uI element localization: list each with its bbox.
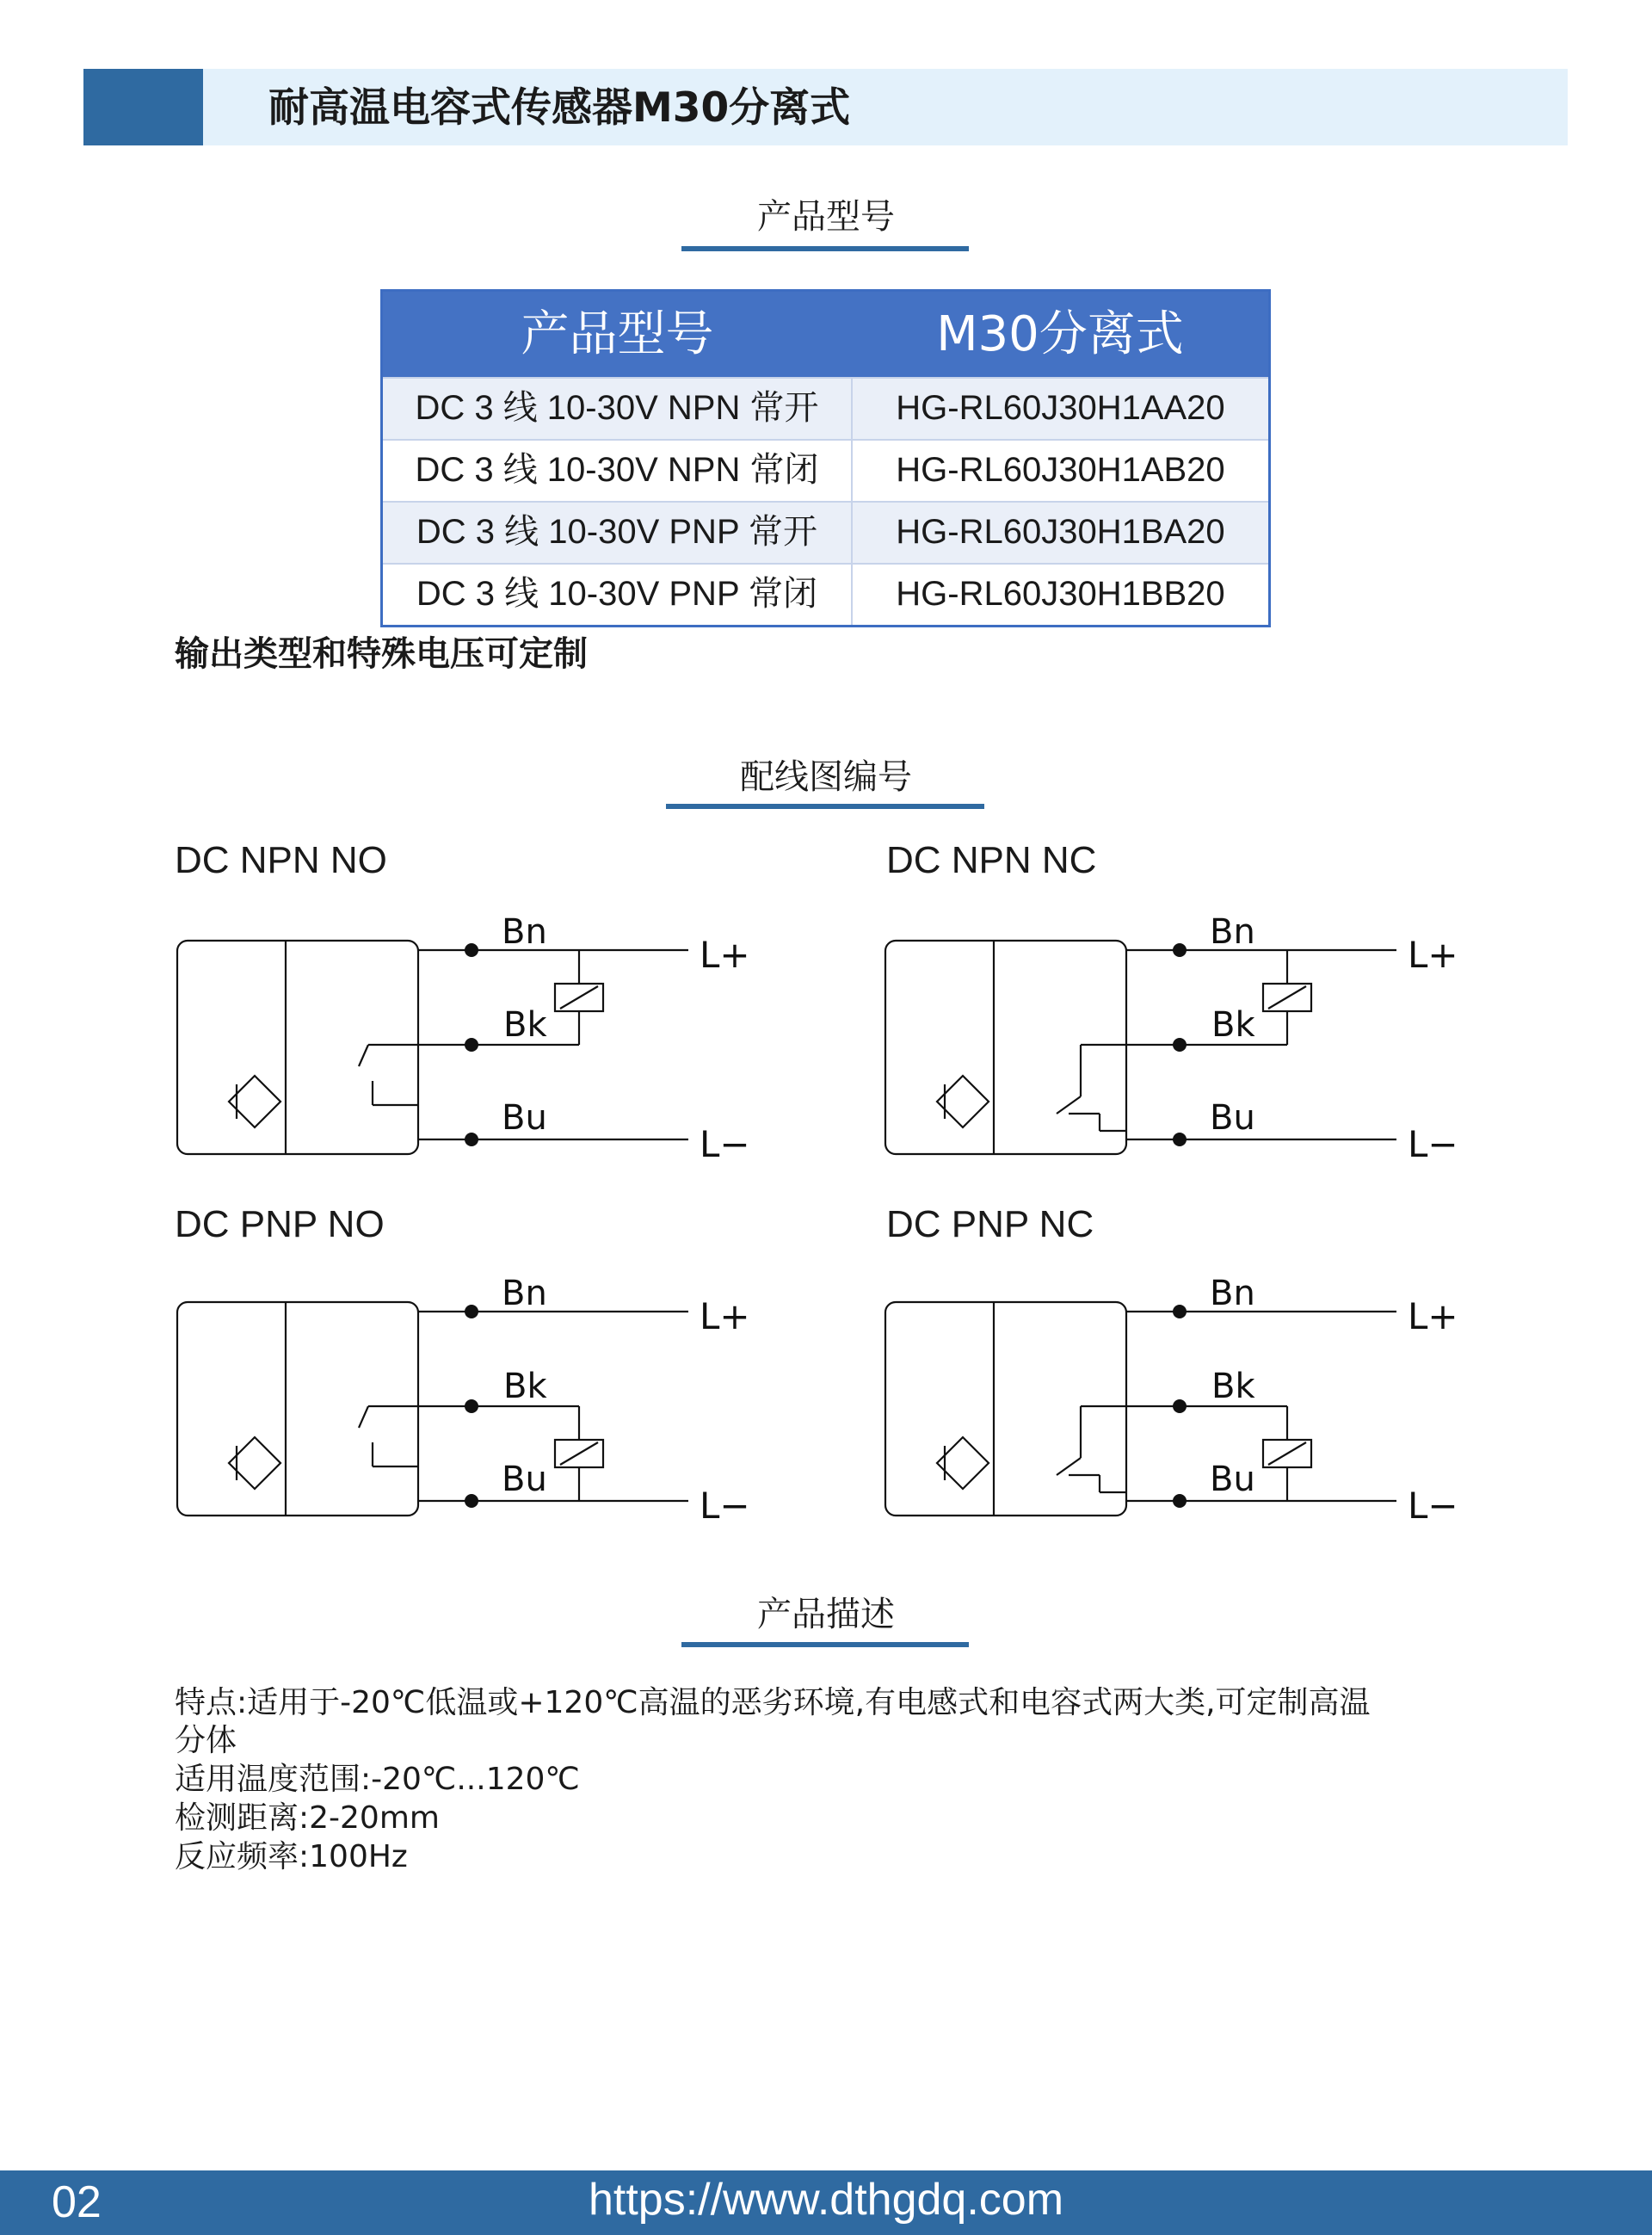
diagram-title-pnp-nc: DC PNP NC (886, 1203, 1094, 1245)
terminal-dot (465, 1399, 478, 1413)
label-bk: Bk (503, 1367, 547, 1406)
website-link[interactable]: https://www.dthgdq.com (588, 2175, 1064, 2225)
description-temperature: 适用温度范围:-20℃...120℃ (175, 1762, 580, 1797)
table-row (383, 377, 1268, 439)
label-bu: Bu (1210, 1460, 1255, 1499)
diagram-title-npn-nc: DC NPN NC (886, 839, 1097, 881)
sensor-housing (885, 1302, 1126, 1516)
table-cell: DC 3 线 10-30V NPN 常闭 (383, 441, 853, 501)
section-title-description: 产品描述 (757, 1595, 895, 1634)
wiring-diagram-pnp-nc (876, 1274, 1478, 1523)
terminal-dot (1173, 1133, 1187, 1146)
description-features: 特点:适用于-20℃低温或+120℃高温的恶劣环境,有电感式和电容式两大类,可定制高温 (175, 1685, 1371, 1720)
table-cell: HG-RL60J30H1BA20 (896, 513, 1225, 551)
section-underline-model (681, 246, 969, 251)
load-relay-icon (1268, 1442, 1306, 1465)
page-number: 02 (52, 2177, 102, 2227)
terminal-dot (1173, 943, 1187, 957)
label-l-minus: L− (1408, 1485, 1458, 1523)
sensor-housing (177, 1302, 418, 1516)
terminal-dot (1173, 1305, 1187, 1318)
label-bk: Bk (1211, 1367, 1255, 1406)
table-cell: HG-RL60J30H1AA20 (896, 389, 1225, 427)
sensor-housing (885, 941, 1126, 1154)
label-l-minus: L− (700, 1123, 750, 1162)
section-title-wiring: 配线图编号 (740, 757, 912, 797)
diagram-title-npn-no: DC NPN NO (175, 839, 387, 881)
table-cell: HG-RL60J30H1AB20 (896, 451, 1225, 489)
table-header-cell: M30分离式 (936, 306, 1184, 362)
terminal-dot (465, 1494, 478, 1508)
label-l-plus: L+ (1408, 934, 1458, 976)
label-bn: Bn (502, 912, 547, 952)
terminal-dot (1173, 1038, 1187, 1052)
label-l-plus: L+ (700, 934, 750, 976)
label-bu: Bu (502, 1098, 547, 1138)
label-bu: Bu (502, 1460, 547, 1499)
sensor-housing (177, 941, 418, 1154)
wiring-diagram-npn-no (168, 912, 770, 1162)
label-l-minus: L− (1408, 1123, 1458, 1162)
switch-contact (1057, 1458, 1081, 1475)
switch-contact (359, 1045, 368, 1066)
label-bn: Bn (502, 1274, 547, 1313)
wiring-diagram-pnp-no (168, 1274, 770, 1523)
table-cell: DC 3 线 10-30V PNP 常开 (383, 503, 853, 563)
diagram-title-pnp-no: DC PNP NO (175, 1203, 385, 1245)
table-row (383, 563, 1268, 625)
label-l-plus: L+ (1408, 1295, 1458, 1337)
table-cell: DC 3 线 10-30V NPN 常开 (383, 379, 853, 439)
load-relay-icon (560, 1442, 598, 1465)
label-bn: Bn (1210, 1274, 1255, 1313)
label-l-minus: L− (700, 1485, 750, 1523)
switch-contact (1057, 1096, 1081, 1114)
terminal-dot (465, 943, 478, 957)
description-frequency: 反应频率:100Hz (175, 1839, 408, 1874)
load-relay-icon (1268, 986, 1306, 1009)
table-header-cell: 产品型号 (521, 306, 714, 362)
description-features-cont: 分体 (175, 1723, 237, 1758)
section-title-model: 产品型号 (757, 197, 895, 237)
model-table (380, 289, 1271, 627)
table-row (383, 501, 1268, 563)
terminal-dot (465, 1038, 478, 1052)
table-header (383, 292, 1268, 377)
label-bn: Bn (1210, 912, 1255, 952)
terminal-dot (1173, 1494, 1187, 1508)
label-bu: Bu (1210, 1098, 1255, 1138)
table-cell: HG-RL60J30H1BB20 (896, 575, 1225, 613)
load-relay-icon (560, 986, 598, 1009)
page-title: 耐高温电容式传感器M30分离式 (268, 84, 851, 132)
section-underline-wiring (666, 804, 984, 809)
label-bk: Bk (1211, 1005, 1255, 1045)
terminal-dot (465, 1133, 478, 1146)
terminal-dot (465, 1305, 478, 1318)
label-l-plus: L+ (700, 1295, 750, 1337)
switch-contact (359, 1406, 368, 1428)
description-distance: 检测距离:2-20mm (175, 1800, 440, 1836)
customization-note: 输出类型和特殊电压可定制 (175, 634, 588, 674)
wiring-diagram-npn-nc (876, 912, 1478, 1162)
header-accent-block (83, 69, 203, 145)
table-row (383, 439, 1268, 501)
terminal-dot (1173, 1399, 1187, 1413)
section-underline-description (681, 1642, 969, 1647)
table-cell: DC 3 线 10-30V PNP 常闭 (383, 565, 853, 625)
label-bk: Bk (503, 1005, 547, 1045)
